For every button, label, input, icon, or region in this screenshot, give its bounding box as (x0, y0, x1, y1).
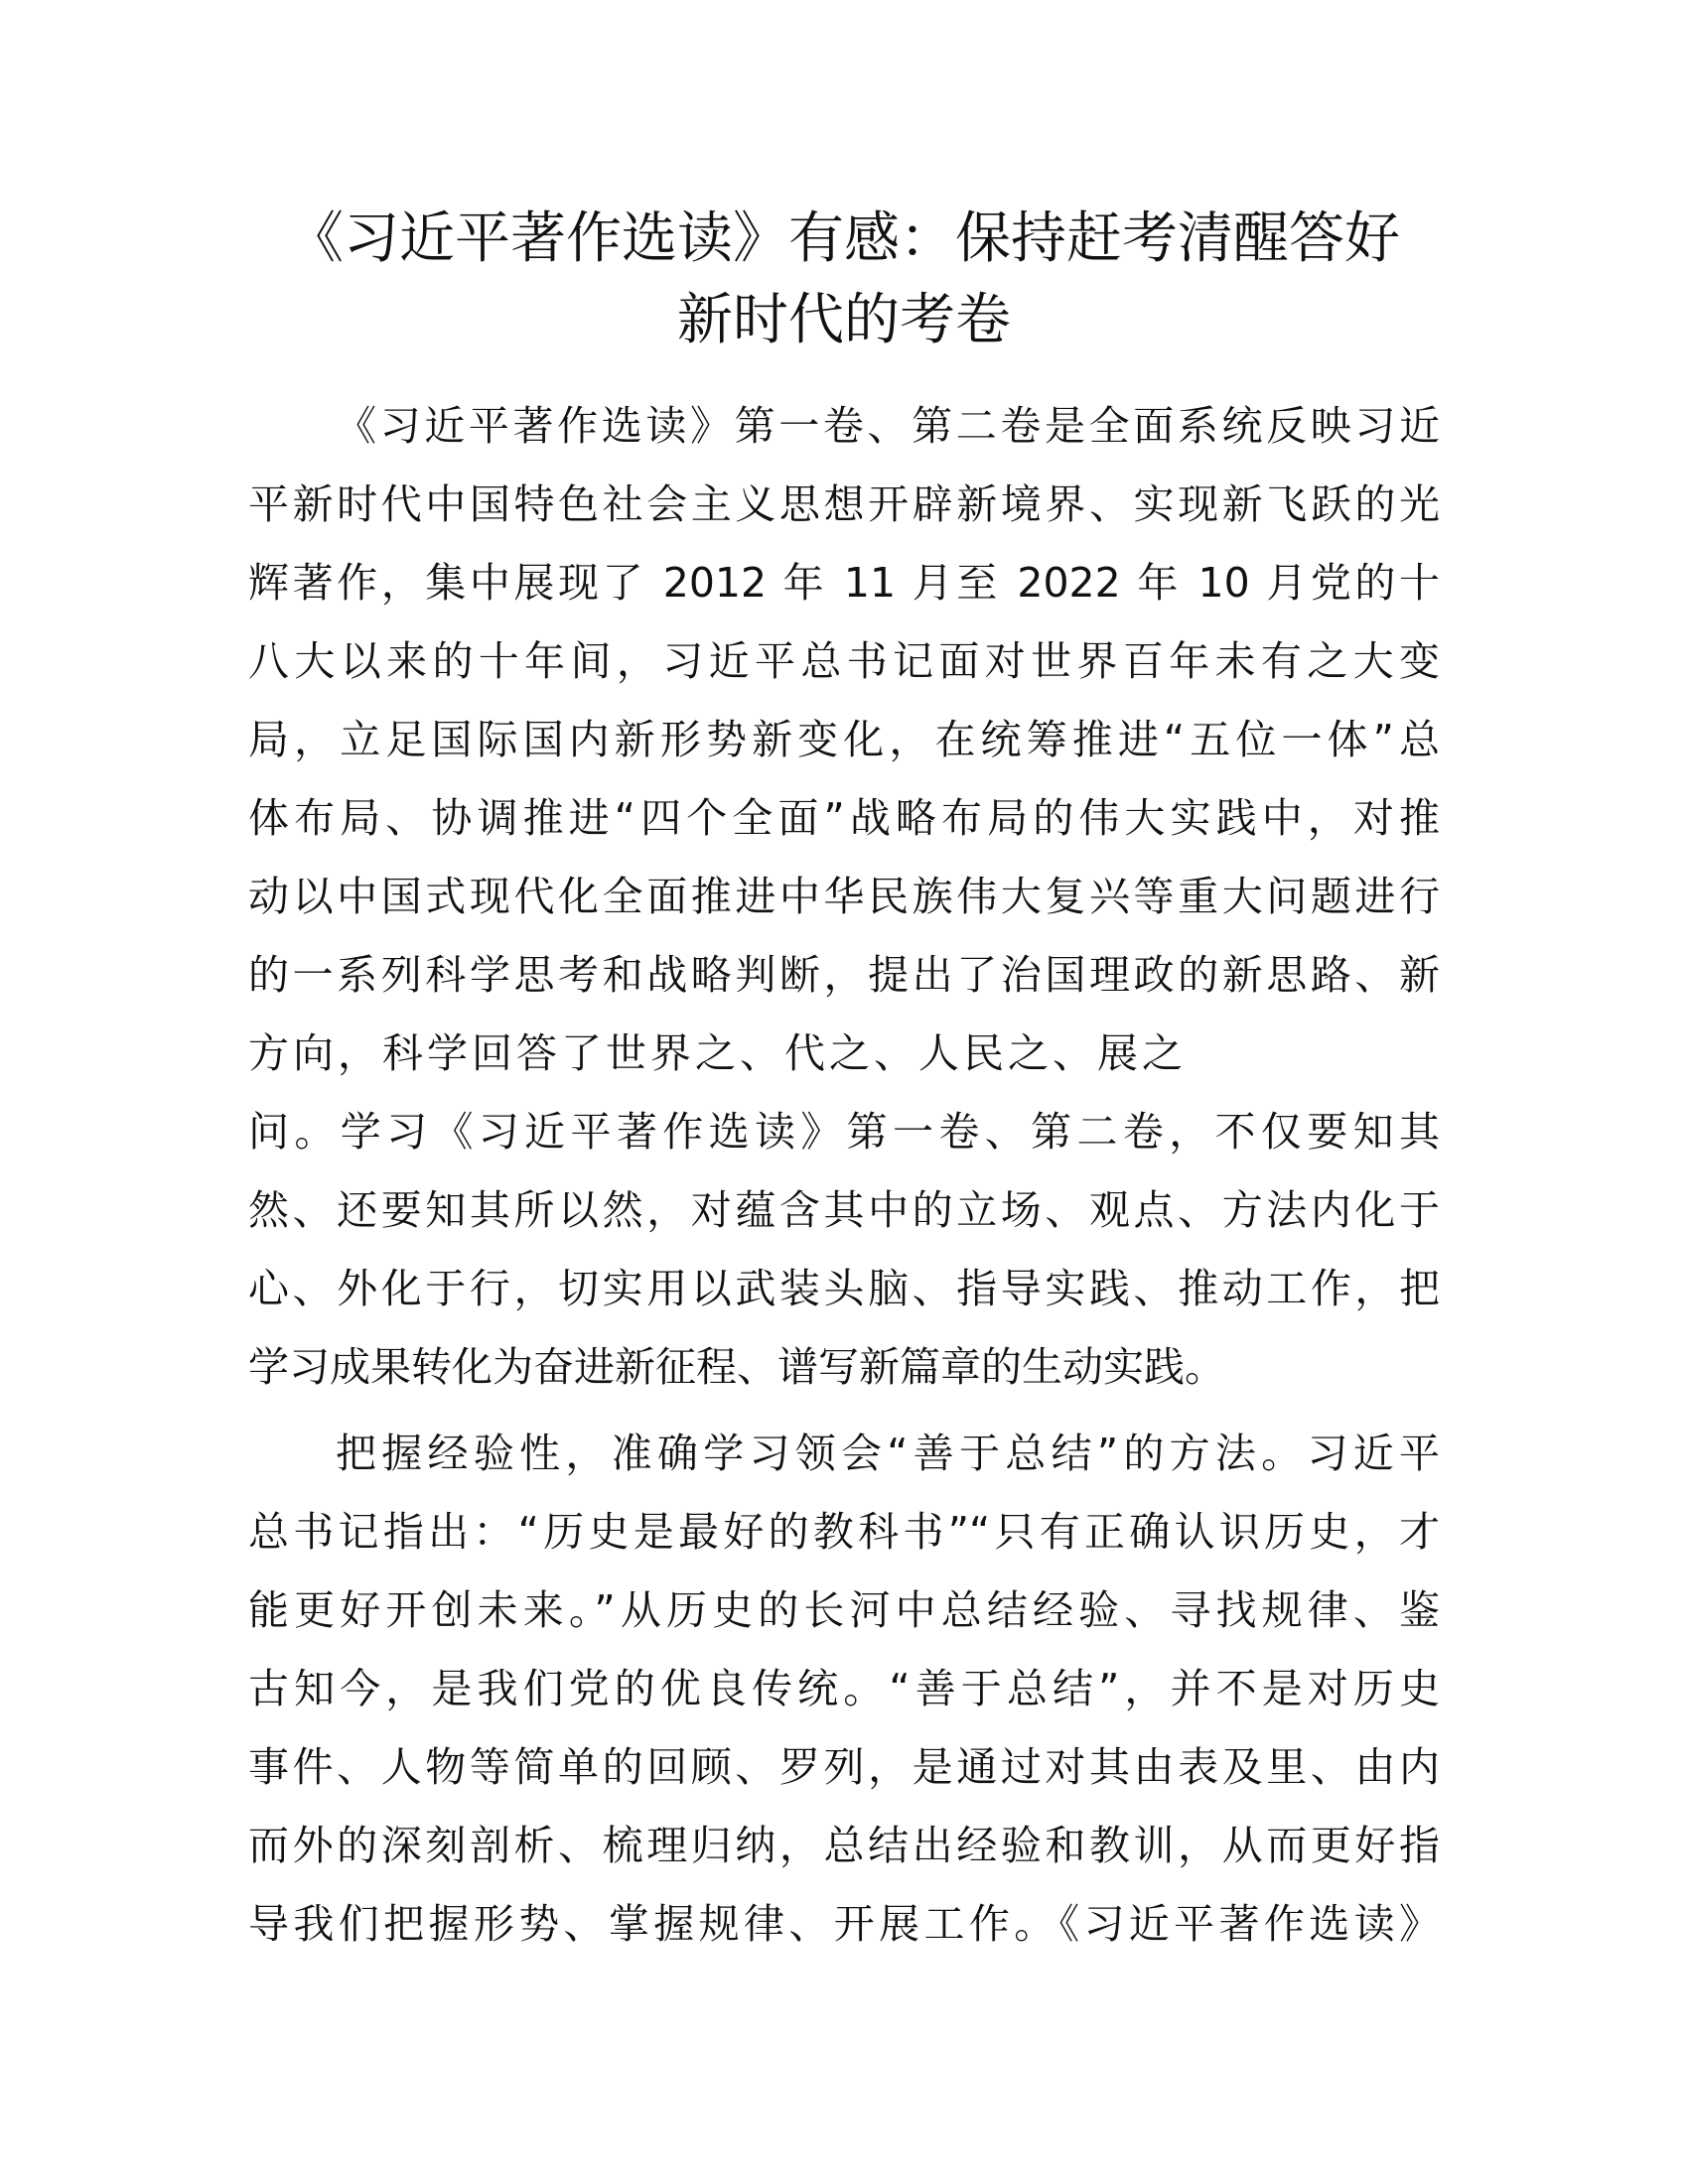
paragraph-gap (248, 1407, 1440, 1415)
text-line: 体布局、协调推进“四个全面”战略布局的伟大实践中，对推 (248, 794, 1440, 842)
text-line: 事件、人物等简单的回顾、罗列，是通过对其由表及里、由内 (248, 1743, 1440, 1791)
text-line: 局，立足国际国内新形势新变化，在统筹推进“五位一体”总 (248, 716, 1440, 763)
text-line: 然、还要知其所以然，对蕴含其中的立场、观点、方法内化于 (248, 1186, 1440, 1234)
text-line: 心、外化于行，切实用以武装头脑、指导实践、推动工作，把 (248, 1265, 1440, 1312)
text-line: 平新时代中国特色社会主义思想开辟新境界、实现新飞跃的光 (248, 480, 1440, 528)
text-line: 把握经验性，准确学习领会“善于总结”的方法。习近平 (336, 1430, 1440, 1477)
text-line: 动以中国式现代化全面推进中华民族伟大复兴等重大问题进行 (248, 873, 1440, 920)
text-line: 总书记指出：“历史是最好的教科书”“只有正确认识历史，才 (248, 1508, 1440, 1556)
text-line: 而外的深刻剖析、梳理归纳，总结出经验和教训，从而更好指 (248, 1822, 1440, 1869)
text-line: 导我们把握形势、掌握规律、开展工作。《习近平著作选读》 (248, 1900, 1440, 1948)
text-line: 古知今，是我们党的优良传统。“善于总结”，并不是对历史 (248, 1665, 1440, 1712)
text-line: 八大以来的十年间，习近平总书记面对世界百年未有之大变 (248, 637, 1440, 685)
paragraph-1 (248, 387, 1440, 1407)
document-body (248, 387, 1440, 1964)
text-line: 问。学习《习近平著作选读》第一卷、第二卷，不仅要知其 (248, 1108, 1440, 1156)
text-line: 《习近平著作选读》第一卷、第二卷是全面系统反映习近 (336, 402, 1440, 450)
paragraph-2 (248, 1415, 1440, 1964)
document-title (199, 199, 1489, 361)
text-line: 的一系列科学思考和战略判断，提出了治国理政的新思路、新 (248, 951, 1440, 999)
text-line: 能更好开创未来。”从历史的长河中总结经验、寻找规律、鉴 (248, 1586, 1440, 1634)
text-line: 学习成果转化为奋进新征程、谱写新篇章的生动实践。 (248, 1343, 1225, 1391)
text-line: 方向，科学回答了世界之、代之、人民之、展之 (248, 1029, 1187, 1077)
title-line: 新时代的考卷 (677, 288, 1011, 352)
text-line: 辉著作，集中展现了 2012 年 11 月至 2022 年 10 月党的十 (248, 559, 1440, 607)
title-line: 《习近平著作选读》有感：保持赶考清醒答好 (288, 206, 1400, 271)
